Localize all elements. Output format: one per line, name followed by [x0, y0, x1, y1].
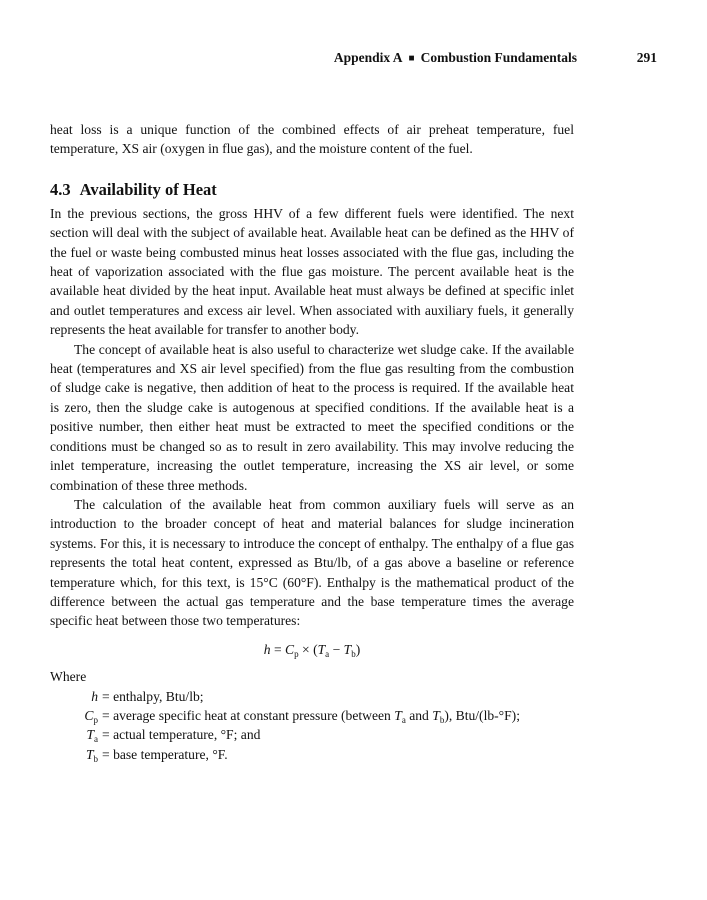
eq-cp-sub: p: [294, 648, 299, 659]
definition-h: [50, 687, 574, 706]
def-cp-symbol: C: [84, 707, 94, 723]
eq-times: × (: [298, 641, 318, 657]
header-separator: ■: [408, 53, 415, 64]
eq-tb: T: [343, 641, 352, 657]
def-h-text: = enthalpy, Btu/lb;: [102, 688, 204, 704]
definition-list: [50, 687, 574, 765]
appendix-label: Appendix A: [333, 50, 403, 65]
section-number: 4.3: [50, 179, 71, 199]
def-cp-sub: p: [93, 714, 98, 725]
enthalpy-equation: [50, 640, 574, 659]
def-tb-symbol: T: [85, 746, 94, 762]
def-tb-sub: b: [93, 753, 98, 764]
def-h-symbol: h: [91, 688, 98, 704]
def-cp-tb-sub: b: [439, 714, 445, 725]
def-cp-text-b: ), Btu/(lb-°F);: [444, 707, 520, 723]
eq-equals: =: [270, 641, 286, 657]
def-ta-symbol: T: [86, 727, 94, 743]
def-cp-text-a: = average specific heat at constant pressure (between: [102, 707, 395, 723]
eq-h: h: [263, 641, 271, 657]
paragraph-1: In the previous sections, the gross HHV of a few different fuels were identified. The next section will deal with the subject of available heat. Available heat can be defined as the HHV of the fuel or waste being combusted minus heat losses associated with the flue gas, including the heat of vaporization associated with the flue gas moisture. The percent available heat is the available heat divided by the heat input. Available heat must always be defined at specific inlet and outlet temperatures and excess air level. When associated with auxiliary fuels, it generally represents the heat available for transfer to another body.: [50, 205, 574, 338]
eq-tb-sub: b: [351, 648, 356, 659]
def-cp-and: and: [405, 707, 433, 723]
def-tb-text: = base temperature, °F.: [102, 746, 228, 762]
definition-tb: [50, 745, 574, 764]
def-cp-text: [102, 706, 574, 725]
section-heading: [50, 179, 574, 201]
eq-ta-sub: a: [325, 648, 330, 659]
section-title: Availability of Heat: [79, 179, 217, 199]
definition-ta: [50, 725, 574, 744]
eq-close: ): [355, 641, 361, 657]
where-label: Where: [50, 669, 87, 685]
paragraph-3: The calculation of the available heat from common auxiliary fuels will serve as an introduction to the broader concept of heat and material balances for sludge incineration systems. For this, it is necessary to introduce the concept of enthalpy. The enthalpy of a flue gas represents the total heat content, expressed as Btu/lb, of a gas above a baseline or reference temperature which, for this text, is 15°C (60°F). Enthalpy is the mathematical product of the difference between the actual gas temperature and the base temperature times the average specific heat between those two temperatures:: [50, 496, 574, 629]
def-cp-ta-sub: a: [401, 714, 406, 725]
running-title: [334, 50, 577, 66]
definition-cp: [50, 706, 574, 725]
chapter-title: Combustion Fundamentals: [420, 50, 577, 65]
running-header: [50, 50, 657, 70]
def-ta-sub: a: [94, 734, 98, 745]
def-cp-tb: T: [432, 707, 440, 723]
eq-ta: T: [317, 641, 326, 657]
eq-cp: C: [285, 641, 295, 657]
def-ta-text: = actual temperature, °F; and: [102, 727, 261, 743]
eq-minus: −: [329, 641, 344, 657]
page-number: 291: [636, 50, 657, 65]
intro-paragraph: heat loss is a unique function of the combined effects of air preheat temperature, fuel temperature, XS air (oxygen in flue gas), and the moisture content of the fuel.: [50, 122, 574, 157]
paragraph-2: The concept of available heat is also useful to characterize wet sludge cake. If the available heat (temperatures and XS air level specified) from the flue gas resulting from the combustion of sludge cake is negative, then addition of heat to the process is required. If the available heat is zero, then the sludge cake is autogenous at specified conditions. If the available heat is a positive number, then either heat must be extracted to meet the specified conditions or the conditions must be changed so as to result in zero availability. This may involve reducing the inlet temperature, increasing the outlet temperature, increasing the XS air level, or some combination of these three methods.: [50, 341, 574, 493]
def-cp-ta: T: [394, 707, 402, 723]
page-body: [50, 120, 574, 764]
